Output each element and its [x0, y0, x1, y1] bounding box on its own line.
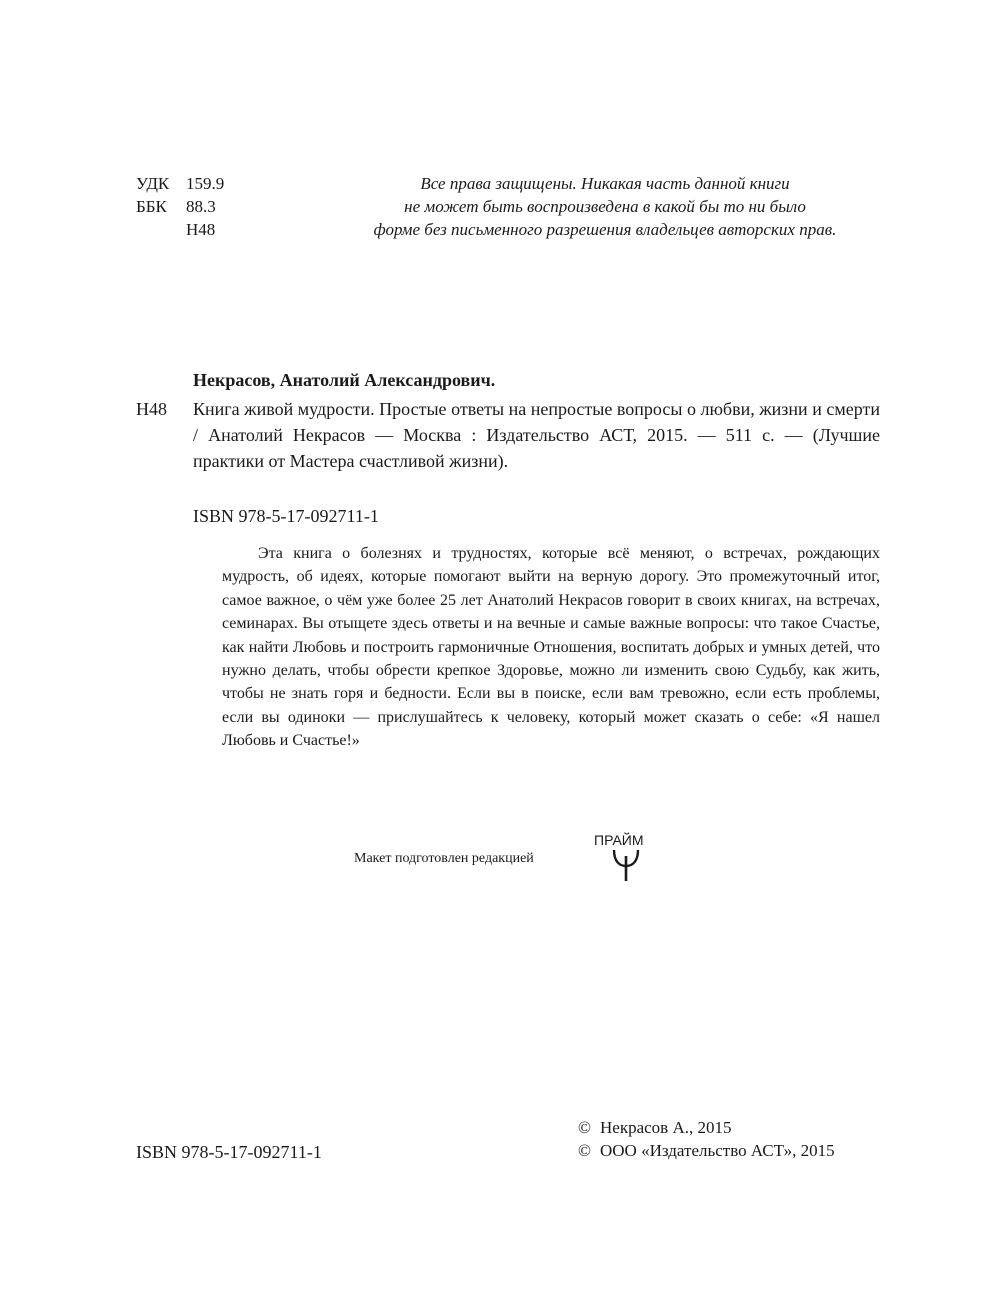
bibliography-description: Книга живой мудрости. Простые ответы на непростые вопросы о любви, жизни и смерти / Анатолий Некрасов — Москва : Издательство АСТ, 2015. — 511 с. — (Лучшие практики от Мастера счастливой жизни).	[193, 399, 880, 471]
copyright-symbol: ©	[578, 1118, 591, 1137]
rights-line-2: не может быть воспроизведена в какой бы то ни было	[404, 197, 806, 216]
classification-block	[136, 172, 224, 241]
psi-fork-icon	[610, 848, 642, 882]
bibliography-isbn: ISBN 978-5-17-092711-1	[193, 506, 379, 526]
copyright-row-1	[578, 1116, 835, 1139]
footer-isbn: ISBN 978-5-17-092711-1	[136, 1142, 322, 1162]
author-mark-row	[136, 218, 224, 241]
bbk-row	[136, 195, 224, 218]
udk-row	[136, 172, 224, 195]
copyright-publisher: ООО «Издательство АСТ», 2015	[600, 1141, 835, 1160]
author-mark: Н48	[186, 220, 216, 239]
bibliography-code: Н48	[136, 399, 167, 419]
annotation: Эта книга о болезнях и трудностях, которые всё меняют, о встречах, рождающих мудрость, об идеях, которые помогают выйти на верную дорогу. Это промежуточный итог, самое важное, о чём уже более 25 лет Анатолий Некрасов говорит в своих книгах, на встречах, семинарах. Вы отыщете здесь ответы и на вечные и самые важные вопросы: что такое Счастье, как найти Любовь и построить гармоничные Отношения, воспитать добрых и умных детей, что нужно делать, чтобы обрести крепкое Здоровье, можно ли изменить свою Судьбу, как жить, чтобы не знать горя и бедности. Если вы в поиске, если вам тревожно, если есть проблемы, если вы одиноки — прислушайтесь к человеку, который может сказать о себе: «Я нашел Любовь и Счастье!»	[222, 545, 880, 750]
rights-line-1: Все права защищены. Никакая часть данной книги	[420, 174, 790, 193]
udk-value: 159.9	[186, 174, 225, 193]
copyright-symbol: ©	[578, 1141, 591, 1160]
copyright-row-2	[578, 1139, 835, 1162]
udk-label: УДК	[136, 174, 170, 193]
copyright-author: Некрасов А., 2015	[600, 1118, 732, 1137]
bbk-label: ББК	[136, 197, 167, 216]
rights-notice	[330, 172, 880, 241]
rights-line-3: форме без письменного разрешения владельцев авторских прав.	[373, 220, 837, 239]
publisher-logo-text: ПРАЙМ	[594, 832, 644, 848]
bbk-value: 88.3	[186, 197, 216, 216]
publisher-logo	[594, 832, 658, 884]
bibliography-author: Некрасов, Анатолий Александрович.	[193, 370, 496, 390]
prepared-by: Макет подготовлен редакцией	[354, 851, 534, 866]
copyright-block	[578, 1116, 835, 1162]
